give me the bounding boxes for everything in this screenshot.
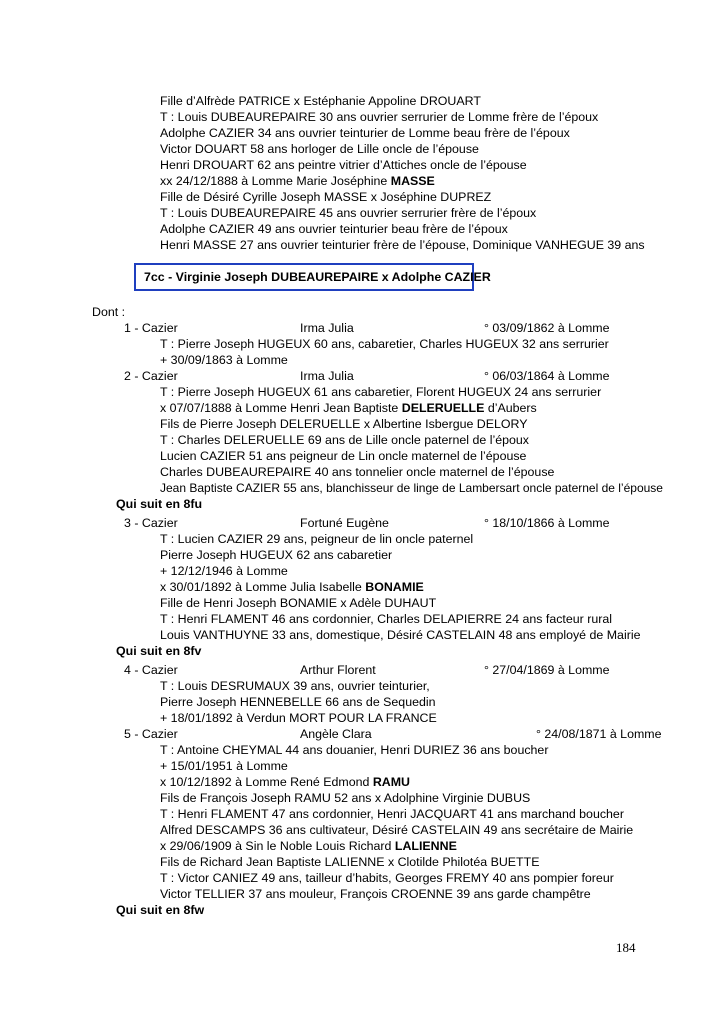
marriage-text: x 29/06/1909 à Sin le Noble Louis Richard <box>160 839 395 853</box>
text-line: Charles DUBEAUREPAIRE 40 ans tonnelier oncle maternel de l’épouse <box>160 465 555 479</box>
text-line: T : Pierre Joseph HUGEUX 61 ans cabaretier, Florent HUGEUX 24 ans serrurier <box>160 385 602 399</box>
dont-label: Dont : <box>92 305 126 319</box>
marriage-text: x 07/07/1888 à Lomme Henri Jean Baptiste <box>160 401 402 415</box>
text-line: Henri DROUART 62 ans peintre vitrier d’Attiches oncle de l’épouse <box>160 158 527 172</box>
marriage-line <box>160 579 424 595</box>
text-line: T : Louis DESRUMAUX 39 ans, ouvrier teinturier, <box>160 679 430 693</box>
child-given-names: Fortuné Eugène <box>300 516 389 530</box>
marriage-surname: RAMU <box>372 775 411 789</box>
marriage-surname: DELERUELLE <box>401 401 485 415</box>
section-title: 7cc - Virginie Joseph DUBEAUREPAIRE x Adolphe CAZIER <box>144 270 491 284</box>
text-line: + 18/01/1892 à Verdun MORT POUR LA FRANCE <box>160 711 437 725</box>
marriage-suffix: d’Aubers <box>484 401 537 415</box>
text-line: + 12/12/1946 à Lomme <box>160 564 288 578</box>
marriage-line <box>160 838 457 854</box>
marriage-line <box>160 173 435 189</box>
text-line: Fils de François Joseph RAMU 52 ans x Adolphine Virginie DUBUS <box>160 791 531 805</box>
marriage-surname: LALIENNE <box>394 839 457 853</box>
child-birth: ° 06/03/1864 à Lomme <box>484 369 610 383</box>
text-line: Pierre Joseph HENNEBELLE 66 ans de Sequedin <box>160 695 436 709</box>
text-line: Jean Baptiste CAZIER 55 ans, blanchisseur de linge de Lambersart oncle paternel de l’épouse <box>160 481 663 495</box>
child-number: 4 - Cazier <box>124 663 178 677</box>
marriage-text: xx 24/12/1888 à Lomme Marie Joséphine <box>160 174 391 188</box>
text-line: Fille de Désiré Cyrille Joseph MASSE x Joséphine DUPREZ <box>160 190 492 204</box>
qui-suit-line: Qui suit en 8fu <box>116 497 203 511</box>
marriage-text: x 30/01/1892 à Lomme Julia Isabelle <box>160 580 366 594</box>
text-line: Fille de Henri Joseph BONAMIE x Adèle DUHAUT <box>160 596 437 610</box>
text-line: + 15/01/1951 à Lomme <box>160 759 288 773</box>
text-line: Lucien CAZIER 51 ans peigneur de Lin oncle maternel de l’épouse <box>160 449 527 463</box>
child-number: 5 - Cazier <box>124 727 178 741</box>
text-line: T : Louis DUBEAUREPAIRE 30 ans ouvrier serrurier de Lomme frère de l’époux <box>160 110 599 124</box>
child-given-names: Arthur Florent <box>300 663 376 677</box>
text-line: T : Pierre Joseph HUGEUX 60 ans, cabaretier, Charles HUGEUX 32 ans serrurier <box>160 337 609 351</box>
marriage-line <box>160 774 410 790</box>
text-line: Louis VANTHUYNE 33 ans, domestique, Désiré CASTELAIN 48 ans employé de Mairie <box>160 628 641 642</box>
child-given-names: Angèle Clara <box>300 727 372 741</box>
text-line: T : Lucien CAZIER 29 ans, peigneur de lin oncle paternel <box>160 532 474 546</box>
marriage-surname: BONAMIE <box>365 580 424 594</box>
section-title-box <box>134 263 491 291</box>
text-line: Alfred DESCAMPS 36 ans cultivateur, Désiré CASTELAIN 49 ans secrétaire de Mairie <box>160 823 634 837</box>
text-line: T : Antoine CHEYMAL 44 ans douanier, Henri DURIEZ 36 ans boucher <box>160 743 549 757</box>
child-number: 2 - Cazier <box>124 369 178 383</box>
text-line: Henri MASSE 27 ans ouvrier teinturier frère de l’épouse, Dominique VANHEGUE 39 ans <box>160 238 645 252</box>
qui-suit-line: Qui suit en 8fw <box>116 903 205 917</box>
text-line: T : Henri FLAMENT 47 ans cordonnier, Henri JACQUART 41 ans marchand boucher <box>160 807 624 821</box>
child-given-names: Irma Julia <box>300 369 354 383</box>
text-line: + 30/09/1863 à Lomme <box>160 353 288 367</box>
text-line: Adolphe CAZIER 49 ans ouvrier teinturier beau frère de l’époux <box>160 222 508 236</box>
text-line: T : Louis DUBEAUREPAIRE 45 ans ouvrier serrurier frère de l’époux <box>160 206 537 220</box>
text-line: Fils de Richard Jean Baptiste LALIENNE x Clotilde Philotéa BUETTE <box>160 855 540 869</box>
child-number: 1 - Cazier <box>124 321 178 335</box>
text-line: T : Charles DELERUELLE 69 ans de Lille oncle paternel de l’époux <box>160 433 529 447</box>
marriage-text: x 10/12/1892 à Lomme René Edmond <box>160 775 373 789</box>
qui-suit-line: Qui suit en 8fv <box>116 644 202 658</box>
child-number: 3 - Cazier <box>124 516 178 530</box>
text-line: Victor DOUART 58 ans horloger de Lille oncle de l’épouse <box>160 142 479 156</box>
text-line: Adolphe CAZIER 34 ans ouvrier teinturier de Lomme beau frère de l’époux <box>160 126 570 140</box>
text-line: T : Victor CANIEZ 49 ans, tailleur d’habits, Georges FREMY 40 ans pompier foreur <box>160 871 614 885</box>
text-line: Fils de Pierre Joseph DELERUELLE x Albertine Isbergue DELORY <box>160 417 528 431</box>
page-number: 184 <box>616 940 636 955</box>
child-birth: ° 24/08/1871 à Lomme <box>536 727 662 741</box>
child-birth: ° 27/04/1869 à Lomme <box>484 663 610 677</box>
text-line: Fille d’Alfrède PATRICE x Estéphanie Appoline DROUART <box>160 94 481 108</box>
text-line: Pierre Joseph HUGEUX 62 ans cabaretier <box>160 548 393 562</box>
marriage-line <box>160 400 537 416</box>
child-birth: ° 18/10/1866 à Lomme <box>484 516 610 530</box>
text-line: Victor TELLIER 37 ans mouleur, François CROENNE 39 ans garde champêtre <box>160 887 591 901</box>
child-birth: ° 03/09/1862 à Lomme <box>484 321 610 335</box>
marriage-surname: MASSE <box>390 174 435 188</box>
child-given-names: Irma Julia <box>300 321 354 335</box>
text-line: T : Henri FLAMENT 46 ans cordonnier, Charles DELAPIERRE 24 ans facteur rural <box>160 612 612 626</box>
